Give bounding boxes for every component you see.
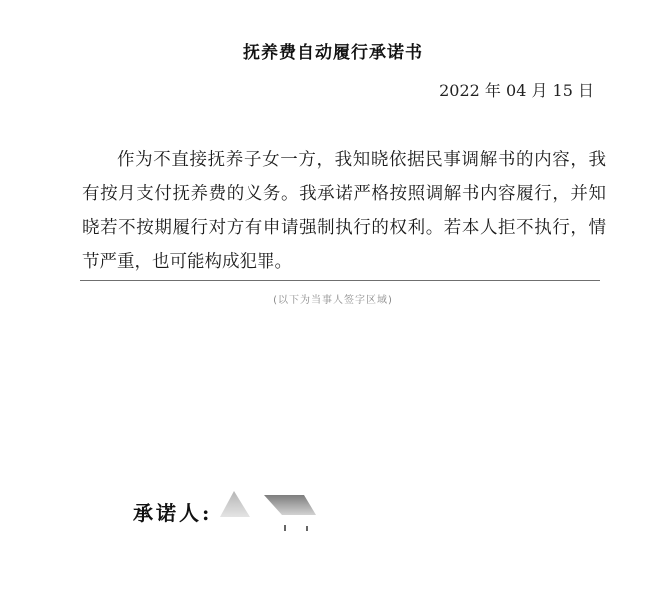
signature-area-note: (以下为当事人签字区域) bbox=[273, 295, 393, 306]
document-date: 2022 年 04 月 15 日 bbox=[439, 81, 594, 100]
divider-line bbox=[80, 280, 600, 281]
signer-row bbox=[133, 497, 212, 526]
document-title: 抚养费自动履行承诺书 bbox=[243, 43, 423, 63]
commitment-paragraph: 作为不直接抚养子女一方，我知晓依据民事调解书的内容，我有按月支付抚养费的义务。我承诺严格按照调解书内容履行，并知晓若不按期履行对方有申请强制执行的权利。若本人拒不执行，情节严重，也可能构成犯罪。 bbox=[82, 150, 606, 272]
document-body bbox=[82, 143, 606, 279]
signer-label: 承诺人: bbox=[133, 501, 213, 525]
redacted-signature bbox=[220, 485, 330, 535]
